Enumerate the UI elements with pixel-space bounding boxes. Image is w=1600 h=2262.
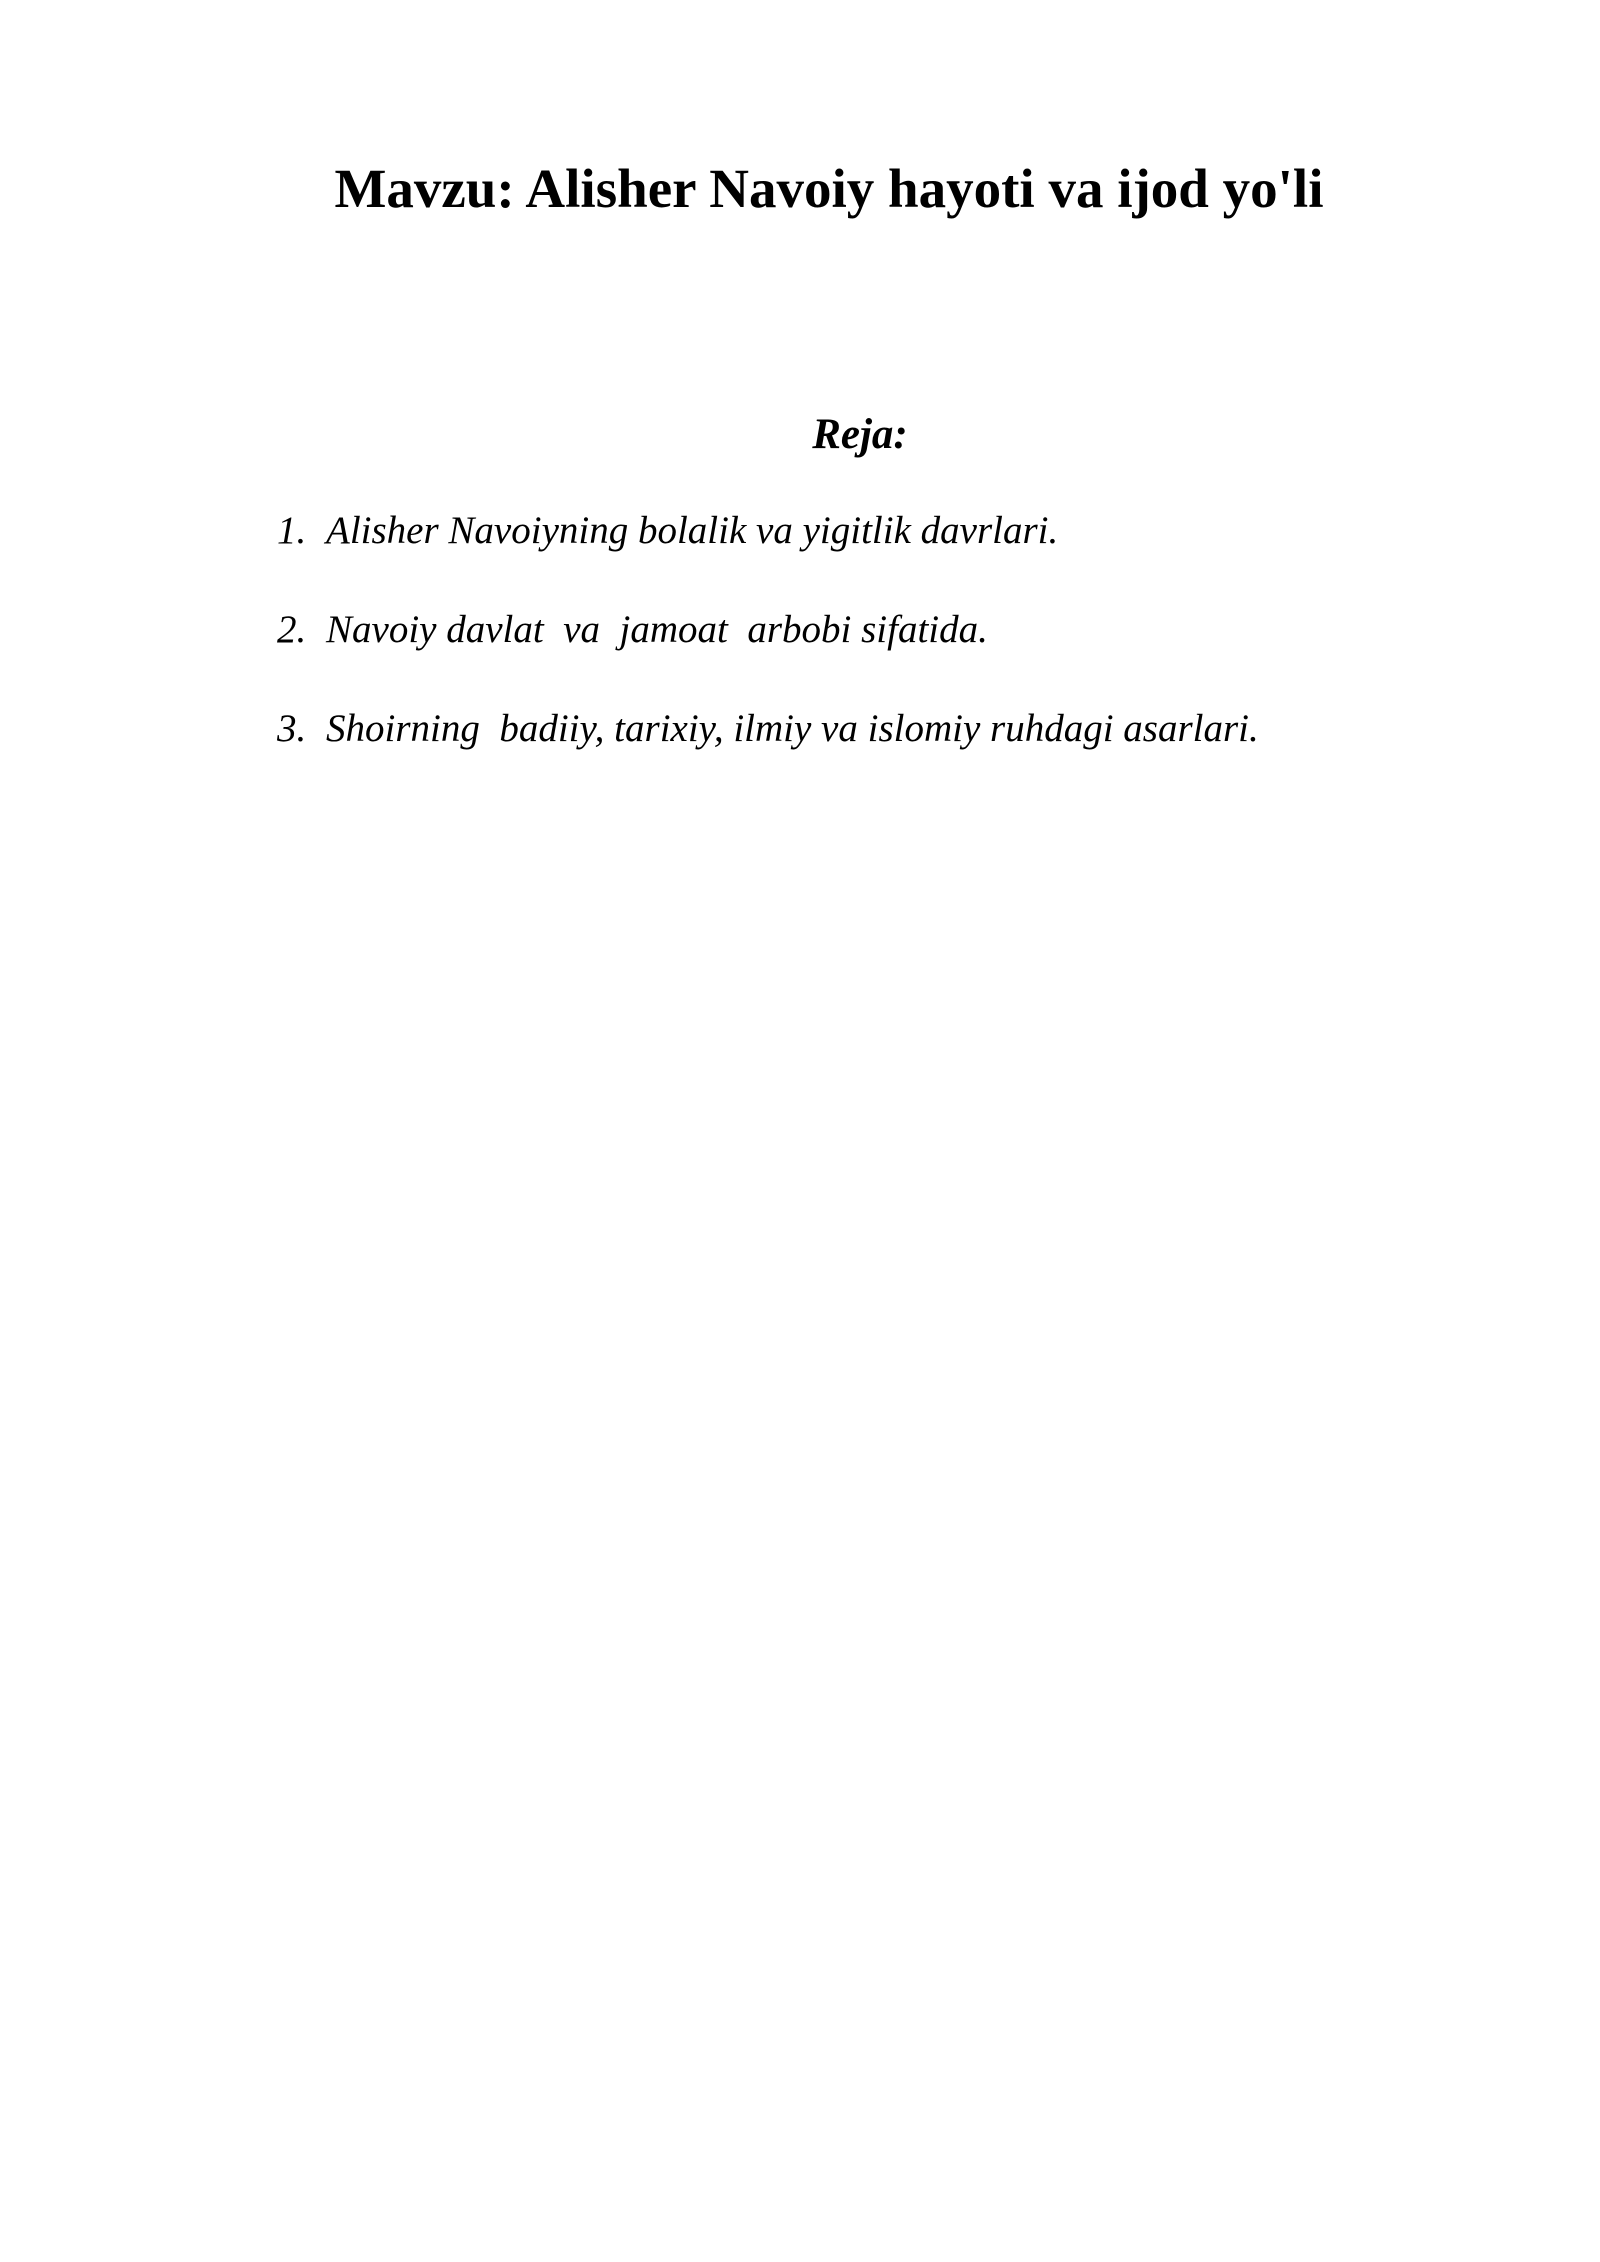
page-title: Mavzu: Alisher Navoiy hayoti va ijod yo'li bbox=[334, 158, 1324, 219]
plan-heading: Reja: bbox=[812, 411, 908, 458]
list-item bbox=[277, 602, 1259, 658]
list-item-number: 1. bbox=[277, 509, 307, 552]
list-item bbox=[277, 503, 1259, 559]
list-item-text: Navoiy davlat va jamoat arbobi sifatida. bbox=[326, 608, 988, 651]
plan-list bbox=[277, 503, 1259, 800]
list-item bbox=[277, 701, 1259, 757]
list-item-text: Shoirning badiiy, tarixiy, ilmiy va islomiy ruhdagi asarlari. bbox=[326, 707, 1259, 750]
list-item-text: Alisher Navoiyning bolalik va yigitlik davrlari. bbox=[326, 509, 1059, 552]
list-item-number: 3. bbox=[277, 707, 307, 750]
list-item-number: 2. bbox=[277, 608, 307, 651]
